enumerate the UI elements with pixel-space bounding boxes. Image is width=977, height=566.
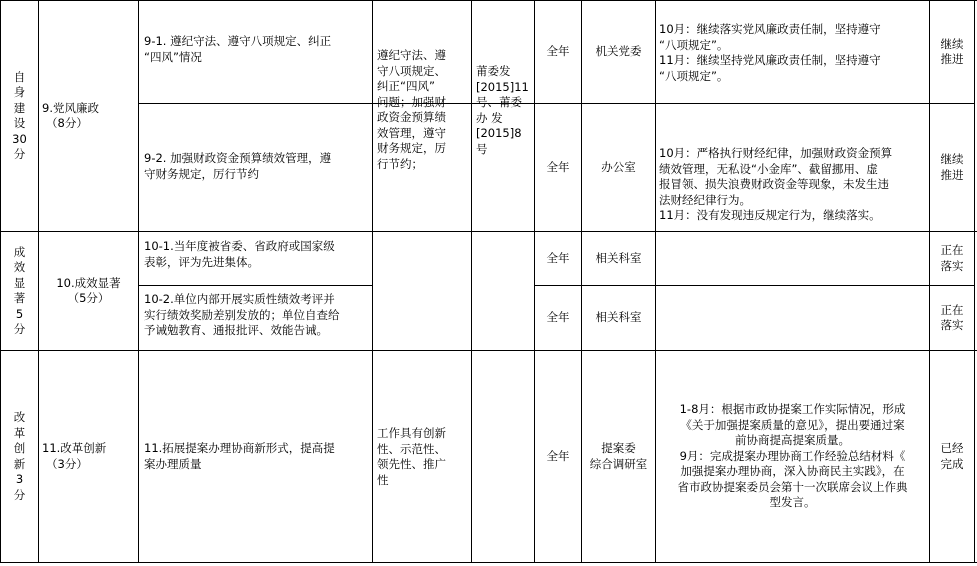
standard-line: 效管理，遵守 xyxy=(377,125,446,140)
progress-line: 11月：没有发现违反规定行为，继续落实。 xyxy=(659,208,881,222)
progress-line: 省市政协提案委员会第十一次联席会议上作典 xyxy=(677,479,908,494)
category-line: 自 xyxy=(13,69,26,84)
period-cell xyxy=(535,286,581,350)
category-line: 成 xyxy=(13,244,26,259)
item-name: 11.改革创新 xyxy=(42,441,107,455)
progress-line: 法财经纪律行为。 xyxy=(659,192,751,207)
task-line: 予诫勉教育、通报批评、效能告诫。 xyxy=(144,323,328,337)
task-cell xyxy=(144,239,370,279)
status-cell xyxy=(930,104,974,231)
category-line: 显 xyxy=(13,275,26,290)
item-score: （5分） xyxy=(67,291,110,305)
standard-line: 纠正“四风” xyxy=(377,79,435,93)
status-line: 推进 xyxy=(940,52,964,66)
task-line: 案办理质量 xyxy=(144,456,202,471)
standard-line: 遵纪守法、遵 xyxy=(377,48,446,62)
period-cell xyxy=(535,232,581,285)
category-line: 新 xyxy=(13,456,26,471)
grid-line xyxy=(138,285,372,286)
task-line: 10-2.单位内部开展实质性绩效考评并 xyxy=(144,292,335,306)
progress-line: 1-8月：根据市政协提案工作实际情况，形成 xyxy=(679,402,906,416)
status-line: 完成 xyxy=(940,456,964,471)
progress-line: 11月：继续坚持党风廉政责任制，坚持遵守 xyxy=(659,53,881,67)
category-line: 著 xyxy=(13,291,26,305)
category-line: 身 xyxy=(13,85,26,99)
status-cell xyxy=(930,286,974,350)
status-line: 继续 xyxy=(940,36,964,51)
period-text: 全年 xyxy=(546,250,570,265)
progress-cell xyxy=(659,146,928,228)
period-cell xyxy=(535,1,581,103)
basis-line: [2015]11 xyxy=(476,79,529,94)
progress-line: 《关于加强提案质量的意见》，提出要通过案 xyxy=(680,417,905,432)
department-text: 相关科室 xyxy=(595,310,642,325)
basis-cell xyxy=(476,64,534,164)
period-cell xyxy=(535,104,581,231)
task-line: 9-2. 加强财政资金预算绩效管理，遵 xyxy=(144,151,332,165)
status-line: 已经 xyxy=(940,441,964,455)
department-text: 提案委 综合调研室 xyxy=(589,441,648,471)
standard-line: 守八项规定、 xyxy=(377,63,446,78)
period-text: 全年 xyxy=(546,310,570,325)
item-score: （3分） xyxy=(46,456,88,471)
task-cell xyxy=(144,292,370,348)
department-cell xyxy=(582,1,655,103)
task-cell xyxy=(144,441,370,481)
grid-line xyxy=(0,0,977,1)
category-line: 5 xyxy=(15,306,24,321)
item-score: （8分） xyxy=(46,116,88,130)
category-line: 分 xyxy=(13,487,26,502)
progress-line: 型发言。 xyxy=(769,495,816,509)
task-cell xyxy=(144,34,370,84)
category-line: 建 xyxy=(13,100,26,115)
status-line: 推进 xyxy=(940,167,964,182)
grid-line xyxy=(0,231,977,232)
department-cell xyxy=(582,351,655,562)
standard-line: 财务规定，厉 xyxy=(377,141,446,155)
category-cell xyxy=(1,351,38,562)
department-cell xyxy=(582,286,655,350)
category-cell xyxy=(1,232,38,350)
standard-line: 问题；加强财 xyxy=(377,94,446,109)
progress-cell xyxy=(659,22,928,92)
grid-line xyxy=(0,350,977,351)
item-name: 10.成效显著 xyxy=(56,275,121,290)
standard-line: 行节约； xyxy=(377,156,423,171)
grid-line xyxy=(471,0,472,563)
status-cell xyxy=(930,232,974,285)
task-line: 守财务规定，厉行节约 xyxy=(144,166,259,181)
grid-line xyxy=(0,562,977,563)
task-line: 11.拓展提案办理协商新形式，提高提 xyxy=(144,441,335,455)
item-cell xyxy=(42,1,137,231)
category-line: 分 xyxy=(13,147,26,161)
category-line: 效 xyxy=(13,260,26,274)
period-text: 全年 xyxy=(546,448,570,463)
task-line: 9-1. 遵纪守法、遵守八项规定、纠正 xyxy=(144,34,332,48)
task-line: 10-1.当年度被省委、省政府或国家级 xyxy=(144,239,335,253)
department-text: 机关党委 xyxy=(595,44,642,59)
task-line: 表彰，评为先进集体。 xyxy=(144,254,259,269)
standard-cell xyxy=(377,48,471,183)
task-cell xyxy=(144,151,370,201)
category-line: 3 xyxy=(15,472,24,486)
task-line: “四风”情况 xyxy=(144,49,202,64)
progress-line: 9月：完成提案办理协商工作经验总结材料《 xyxy=(679,448,906,463)
category-line: 30 xyxy=(12,131,27,146)
grid-line xyxy=(974,0,975,563)
progress-line: “八项规定”。 xyxy=(659,37,729,52)
status-cell xyxy=(930,1,974,103)
category-cell xyxy=(1,1,38,231)
period-text: 全年 xyxy=(546,44,570,59)
progress-line: 前协商提高提案质量。 xyxy=(735,433,850,447)
basis-line: 号、莆委 xyxy=(476,95,522,109)
standard-line: 政资金预算绩 xyxy=(377,110,446,124)
progress-line: 绩效管理，无私设“小金库”、截留挪用、虚 xyxy=(659,161,878,176)
standard-line: 性 xyxy=(377,472,389,487)
grid-line xyxy=(138,0,139,563)
progress-line: “八项规定”。 xyxy=(659,68,729,83)
grid-line xyxy=(372,0,373,563)
status-line: 正在 xyxy=(940,302,964,317)
item-cell xyxy=(39,232,138,350)
status-line: 继续 xyxy=(940,152,964,166)
standard-line: 性、示范性、 xyxy=(377,441,446,456)
period-cell xyxy=(535,351,581,562)
progress-line: 报冒领、损失浪费财政资金等现象，未发生违 xyxy=(659,177,889,191)
progress-line: 10月：严格执行财经纪律，加强财政资金预算 xyxy=(659,146,893,160)
department-text: 相关科室 xyxy=(595,250,642,265)
item-cell xyxy=(42,351,137,562)
basis-line: [2015]8 xyxy=(476,126,522,140)
department-cell xyxy=(582,232,655,285)
progress-cell xyxy=(656,402,929,518)
standard-line: 领先性、推广 xyxy=(377,457,446,471)
status-line: 落实 xyxy=(940,258,964,273)
period-text: 全年 xyxy=(546,159,570,174)
status-cell xyxy=(930,351,974,562)
status-line: 落实 xyxy=(940,318,964,332)
category-line: 设 xyxy=(13,116,26,130)
task-line: 实行绩效奖励差别发放的；单位自查给 xyxy=(144,307,340,322)
category-line: 革 xyxy=(13,425,26,440)
basis-line: 办 发 xyxy=(476,110,503,125)
category-line: 分 xyxy=(13,322,26,336)
basis-line: 号 xyxy=(476,141,488,156)
progress-line: 加强提案办理协商，深入协商民主实践》，在 xyxy=(680,464,905,478)
department-cell xyxy=(582,104,655,231)
category-line: 改 xyxy=(13,410,26,424)
department-text: 办公室 xyxy=(601,159,636,174)
basis-line: 莆委发 xyxy=(476,64,511,78)
item-name: 9.党风廉政 xyxy=(42,100,99,115)
standard-line: 工作具有创新 xyxy=(377,426,446,440)
category-line: 创 xyxy=(13,441,26,455)
progress-line: 10月：继续落实党风廉政责任制，坚持遵守 xyxy=(659,22,881,36)
standard-cell xyxy=(377,426,471,496)
status-line: 正在 xyxy=(940,243,964,257)
